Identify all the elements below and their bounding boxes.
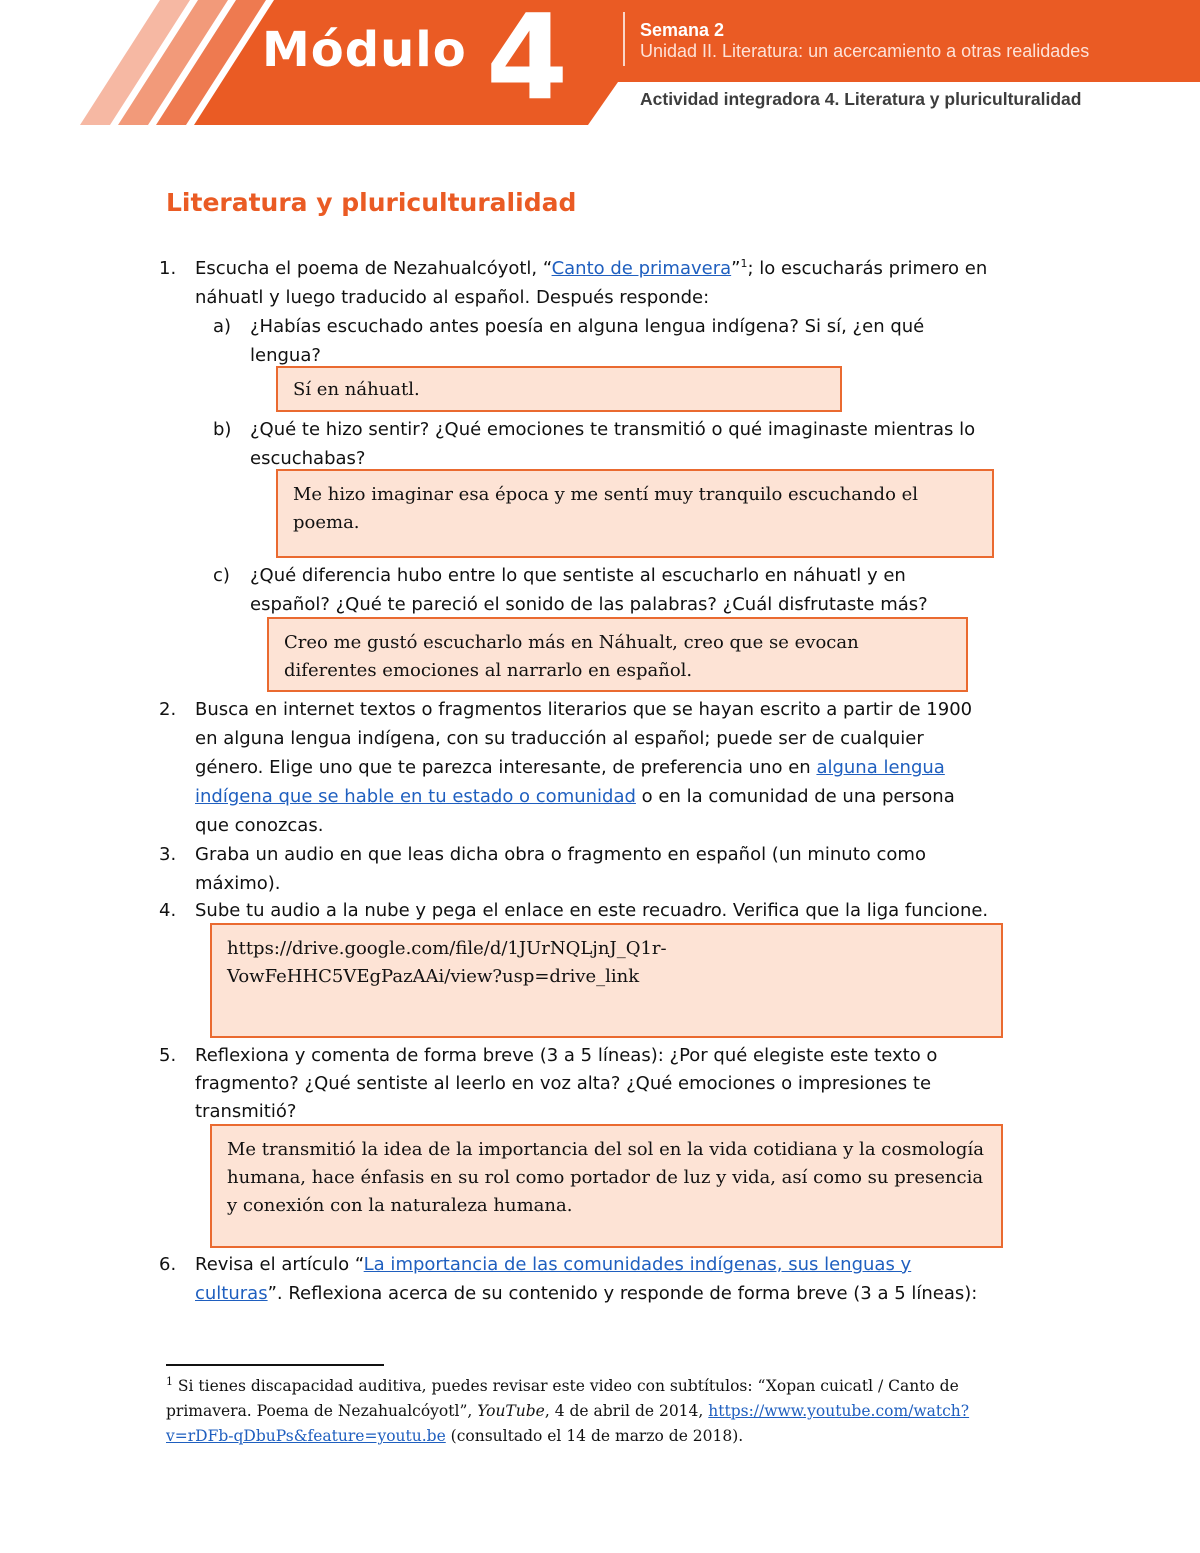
answer-box-1b[interactable]: Me hizo imaginar esa época y me sentí muy tranquilo escuchando el poema. xyxy=(276,469,994,558)
footnote-line-2 xyxy=(166,1399,1046,1424)
activity-title: Actividad integradora 4. Literatura y pluriculturalidad xyxy=(640,89,1082,109)
article-link-part-1[interactable]: La importancia de las comunidades indígenas, sus lenguas y xyxy=(363,1254,912,1275)
q1a-label: a) xyxy=(213,316,232,337)
q1b-line-2: escuchabas? xyxy=(250,448,366,469)
page-title: Literatura y pluriculturalidad xyxy=(166,188,577,217)
q5-number: 5. xyxy=(159,1045,177,1066)
footnote-line-1 xyxy=(166,1374,1046,1399)
q1a-line-1: ¿Habías escuchado antes poesía en alguna lengua indígena? Si sí, ¿en qué xyxy=(250,316,925,337)
q6-number: 6. xyxy=(159,1254,177,1275)
drive-link-line-2[interactable]: VowFeHHC5VEgPazAAi/view?usp=drive_link xyxy=(227,966,640,987)
footnote-text-1: Si tienes discapacidad auditiva, puedes revisar este video con subtítulos: “Xopan cuicatl / Canto de xyxy=(173,1377,959,1395)
footnote-consulted: (consultado el 14 de marzo de 2018). xyxy=(445,1427,744,1445)
q2-line-2: en alguna lengua indígena, con su traducción al español; puede ser de cualquier xyxy=(195,728,924,749)
footnote-line-3 xyxy=(166,1424,1046,1449)
youtube-link-part-2[interactable]: v=rDFb-qDbuPs&feature=youtu.be xyxy=(166,1427,446,1445)
week-label: Semana 2 xyxy=(640,20,725,40)
q1-number: 1. xyxy=(159,258,177,279)
q5-line-3: transmitió? xyxy=(195,1101,297,1122)
q1c-line-1: ¿Qué diferencia hubo entre lo que sentiste al escucharlo en náhuatl y en xyxy=(250,565,906,586)
canto-de-primavera-link[interactable]: Canto de primavera xyxy=(551,258,732,279)
module-number: 4 xyxy=(486,0,569,126)
q1-pre: Escucha el poema de Nezahualcóyotl, “ xyxy=(195,258,552,279)
q3-number: 3. xyxy=(159,844,177,865)
q4-line-1: Sube tu audio a la nube y pega el enlace en este recuadro. Verifica que la liga funcione. xyxy=(195,900,989,921)
article-link-part-2[interactable]: culturas xyxy=(195,1283,268,1304)
footnote-ref[interactable]: 1 xyxy=(740,257,748,270)
q6-line-1 xyxy=(195,1250,911,1279)
footnote-date: , 4 de abril de 2014, xyxy=(544,1402,709,1420)
q6-line-2 xyxy=(195,1279,977,1308)
footnote xyxy=(166,1374,1046,1449)
q1b-line-1: ¿Qué te hizo sentir? ¿Qué emociones te transmitió o qué imaginaste mientras lo xyxy=(250,419,976,440)
q1a-line-2: lengua? xyxy=(250,345,321,366)
module-word: Módulo xyxy=(262,22,467,78)
answer-box-1a[interactable]: Sí en náhuatl. xyxy=(276,366,842,412)
q1-mid: ” xyxy=(731,258,741,279)
q1-line-2: náhuatl y luego traducido al español. Después responde: xyxy=(195,287,710,308)
q2-line-4 xyxy=(195,782,955,811)
q2-line-5: que conozcas. xyxy=(195,815,324,836)
youtube-link-part-1[interactable]: https://www.youtube.com/watch? xyxy=(708,1402,970,1420)
indigenous-language-link-part-1[interactable]: alguna lengua xyxy=(816,757,945,778)
q2-number: 2. xyxy=(159,699,177,720)
q2-line-3-text: género. Elige uno que te parezca interesante, de preferencia uno en xyxy=(195,757,817,778)
q6-post: ”. Reflexiona acerca de su contenido y responde de forma breve (3 a 5 líneas): xyxy=(267,1283,978,1304)
header-banner xyxy=(0,0,1200,125)
q3-line-1: Graba un audio en que leas dicha obra o fragmento en español (un minuto como xyxy=(195,844,926,865)
unit-label: Unidad II. Literatura: un acercamiento a otras realidades xyxy=(640,41,1090,61)
q5-line-2: fragmento? ¿Qué sentiste al leerlo en voz alta? ¿Qué emociones o impresiones te xyxy=(195,1073,932,1094)
drive-link-line-1[interactable]: https://drive.google.com/file/d/1JUrNQLjnJ_Q1r- xyxy=(227,938,667,959)
q5-line-1: Reflexiona y comenta de forma breve (3 a 5 líneas): ¿Por qué elegiste este texto o xyxy=(195,1045,938,1066)
q2-line-3 xyxy=(195,753,945,782)
q4-number: 4. xyxy=(159,900,177,921)
answer-box-4[interactable] xyxy=(210,923,1003,1038)
answer-box-1c[interactable]: Creo me gustó escucharlo más en Náhualt, creo que se evocan diferentes emociones al narrarlo en español. xyxy=(267,617,968,692)
q1-line-1 xyxy=(195,254,987,283)
q1b-label: b) xyxy=(213,419,232,440)
q3-line-2: máximo). xyxy=(195,873,281,894)
footnote-separator xyxy=(166,1364,384,1366)
answer-box-5[interactable]: Me transmitió la idea de la importancia del sol en la vida cotidiana y la cosmología humana, hace énfasis en su rol como portador de luz y vida, así como su presencia y conexión con la naturaleza humana. xyxy=(210,1124,1003,1248)
footnote-marker: 1 xyxy=(166,1374,173,1388)
footnote-youtube: YouTube xyxy=(477,1402,545,1420)
footnote-text-2: primavera. Poema de Nezahualcóyotl”, xyxy=(166,1402,478,1420)
q6-pre: Revisa el artículo “ xyxy=(195,1254,364,1275)
q2-line-1: Busca en internet textos o fragmentos literarios que se hayan escrito a partir de 1900 xyxy=(195,699,973,720)
q1c-label: c) xyxy=(213,565,230,586)
indigenous-language-link-part-2[interactable]: indígena que se hable en tu estado o comunidad xyxy=(195,786,636,807)
q2-line-4-text: o en la comunidad de una persona xyxy=(635,786,955,807)
q1c-line-2: español? ¿Qué te pareció el sonido de las palabras? ¿Cuál disfrutaste más? xyxy=(250,594,928,615)
q1-post: ; lo escucharás primero en xyxy=(747,258,988,279)
